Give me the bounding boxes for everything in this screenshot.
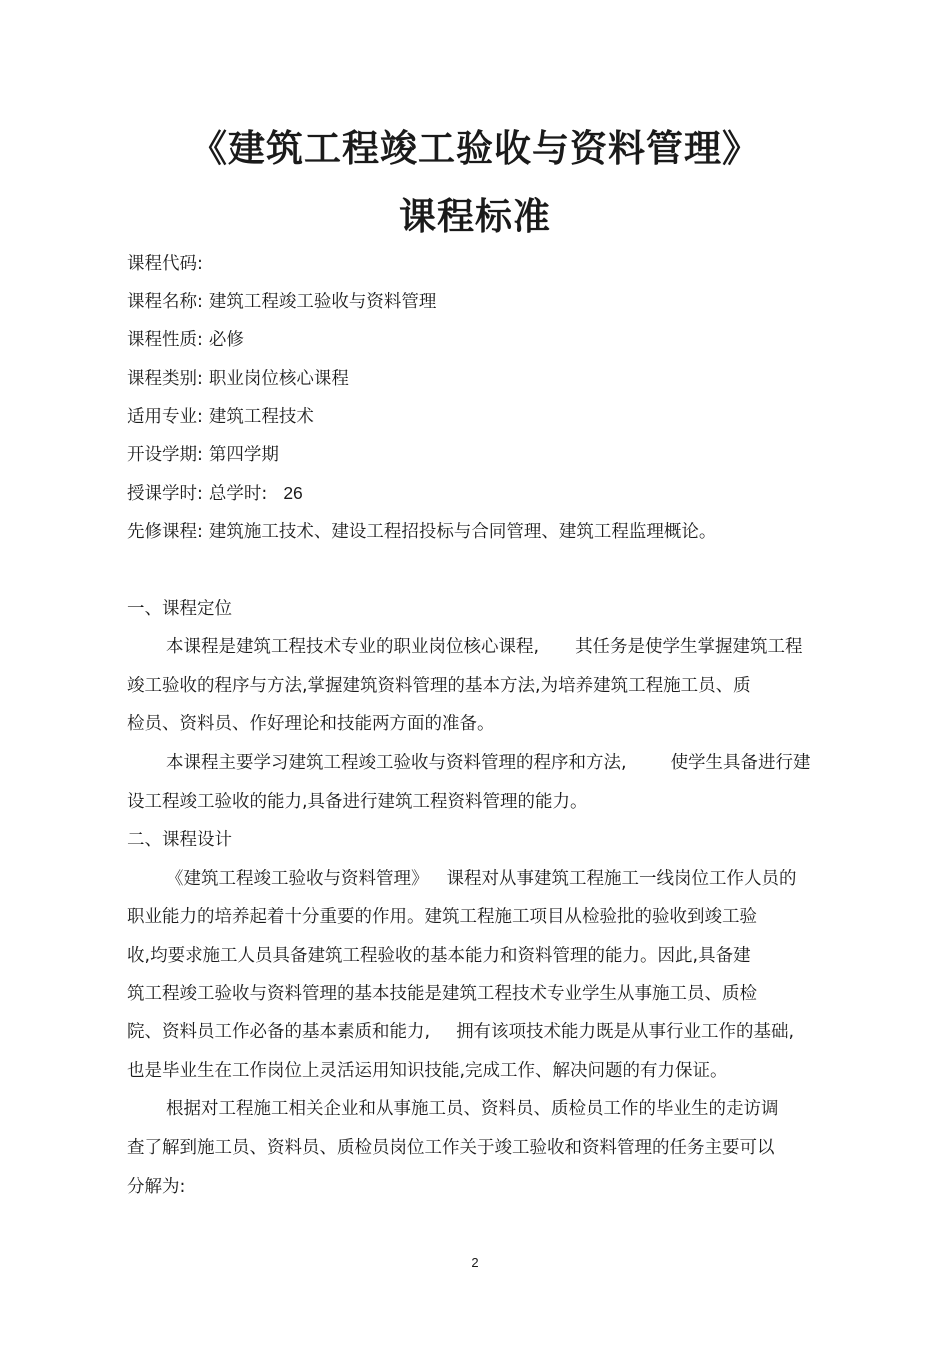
paragraph-line: 收,均要求施工人员具备建筑工程验收的基本能力和资料管理的能力。因此,具备建 [127,946,751,966]
meta-value: 建筑施工技术、建设工程招投标与合同管理、建筑工程监理概论。 [208,522,717,542]
meta-major [127,406,314,428]
meta-hours [127,482,303,505]
text-segment: 本课程是建筑工程技术专业的职业岗位核心课程, [166,637,540,657]
meta-value: 总学时: [208,484,268,504]
meta-value: 职业岗位核心课程 [208,369,349,389]
paragraph-line: 查了解到施工员、资料员、质检员岗位工作关于竣工验收和资料管理的任务主要可以 [127,1138,775,1158]
text-segment: 院、资料员工作必备的基本素质和能力, [127,1022,431,1042]
text-segment: 其任务是使学生掌握建筑工程 [575,637,803,657]
text-segment: 使学生具备进行建 [670,753,811,773]
document-title: 《建筑工程竣工验收与资料管理》 [190,126,760,170]
text-segment: 课程对从事建筑工程施工一线岗位工作人员的 [446,869,797,889]
paragraph-line: 分解为: [127,1177,186,1197]
meta-value: 建筑工程技术 [208,407,314,427]
meta-value: 必修 [208,330,244,350]
meta-label: 先修课程: [127,522,203,542]
paragraph-line: 设工程竣工验收的能力,具备进行建筑工程资料管理的能力。 [127,792,588,812]
paragraph-line: 筑工程竣工验收与资料管理的基本技能是建筑工程技术专业学生从事施工员、质检 [127,984,757,1004]
section-heading-design: 二、课程设计 [127,830,232,850]
meta-course-name [127,291,436,313]
paragraph-line: 也是毕业生在工作岗位上灵活运用知识技能,完成工作、解决问题的有力保证。 [127,1061,728,1081]
meta-course-category [127,368,349,390]
text-segment: 拥有该项技术能力既是从事行业工作的基础, [456,1022,795,1042]
paragraph-line [166,636,803,658]
meta-value: 建筑工程竣工验收与资料管理 [208,292,437,312]
paragraph-line [166,868,797,890]
meta-course-nature [127,329,244,351]
meta-label: 课程类别: [127,369,203,389]
meta-course-code [127,253,209,275]
meta-value: 第四学期 [208,445,279,465]
meta-semester [127,444,279,466]
paragraph-line [166,752,811,774]
text-segment: 《建筑工程竣工验收与资料管理》 [166,869,429,889]
text-segment: 本课程主要学习建筑工程竣工验收与资料管理的程序和方法, [166,753,627,773]
document-subtitle: 课程标准 [399,194,551,238]
section-heading-positioning: 一、课程定位 [127,599,232,619]
meta-hours-number: 26 [283,483,303,503]
paragraph-line: 检员、资料员、作好理论和技能两方面的准备。 [127,714,495,734]
paragraph-line: 职业能力的培养起着十分重要的作用。建筑工程施工项目从检验批的验收到竣工验 [127,907,757,927]
meta-prerequisites [127,521,716,543]
meta-label: 课程性质: [127,330,203,350]
page-number: 2 [471,1255,479,1270]
meta-label: 课程名称: [127,292,203,312]
meta-label: 开设学期: [127,445,203,465]
paragraph-line: 根据对工程施工相关企业和从事施工员、资料员、质检员工作的毕业生的走访调 [166,1099,779,1119]
meta-label: 适用专业: [127,407,203,427]
meta-label: 课程代码: [127,254,203,274]
paragraph-line: 竣工验收的程序与方法,掌握建筑资料管理的基本方法,为培养建筑工程施工员、质 [127,676,751,696]
paragraph-line [127,1021,794,1043]
meta-label: 授课学时: [127,484,203,504]
